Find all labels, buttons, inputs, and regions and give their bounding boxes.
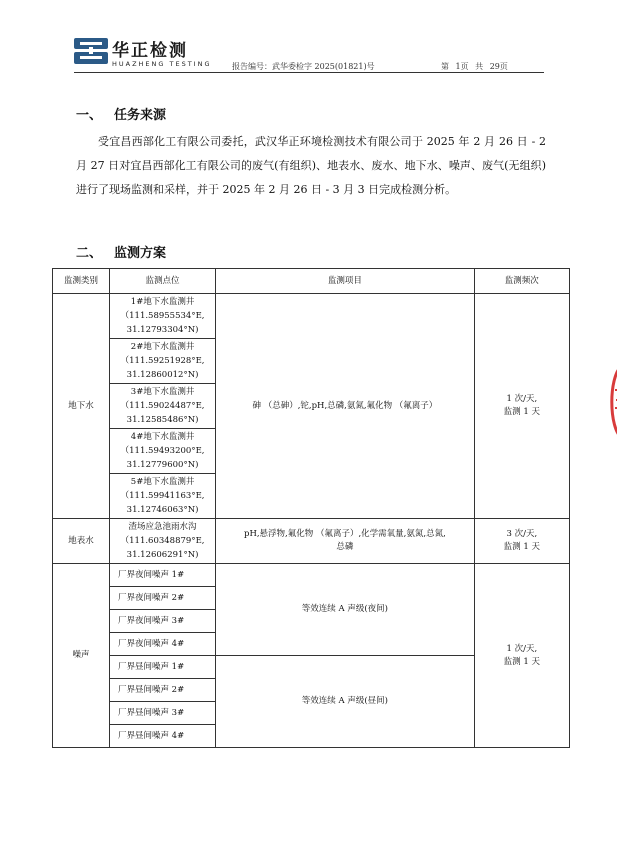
- point-cell: 厂界夜间噪声 2#: [109, 587, 215, 610]
- items-line: 总磷: [336, 542, 354, 552]
- point-cell: 厂界昼间噪声 3#: [109, 702, 215, 725]
- point-cell: [109, 429, 215, 474]
- point-cell: 厂界夜间噪声 1#: [109, 564, 215, 587]
- monitoring-plan-table: [52, 268, 570, 748]
- point-cell: 厂界昼间噪声 1#: [109, 656, 215, 679]
- point-cell: [109, 384, 215, 429]
- section-paragraph: [76, 130, 546, 202]
- category-cell: 地表水: [53, 519, 110, 564]
- category-cell: 噪声: [53, 564, 110, 748]
- frequency-cell: [474, 519, 569, 564]
- company-logo-icon: [74, 38, 108, 64]
- items-cell: 砷 （总砷）,铊,pH,总磷,氨氮,氟化物 （氟离子）: [216, 294, 474, 519]
- point-cell: [109, 294, 215, 339]
- frequency-line: 1 次/天,: [506, 643, 538, 654]
- page-header: [74, 32, 544, 74]
- point-name: 1#地下水监测井: [130, 297, 195, 307]
- section-heading-plan: [76, 242, 166, 261]
- items-cell: 等效连续 A 声级(夜间): [216, 564, 474, 656]
- column-header: 监测项目: [216, 269, 474, 294]
- section-title: 任务来源: [114, 108, 167, 123]
- point-longitude: （111.60348879°E,: [120, 536, 205, 546]
- point-name: 5#地下水监测井: [130, 477, 195, 487]
- point-name: 2#地下水监测井: [130, 342, 195, 352]
- table-header-row: [53, 269, 570, 294]
- items-cell: [216, 519, 474, 564]
- section-title: 监测方案: [114, 246, 167, 261]
- section-number: 一、: [76, 108, 103, 123]
- point-cell: 厂界昼间噪声 4#: [109, 725, 215, 748]
- point-name: 3#地下水监测井: [130, 387, 195, 397]
- header-divider: [74, 72, 544, 73]
- company-name-cn: 华正检测: [112, 41, 188, 61]
- frequency-line: 3 次/天,: [506, 529, 538, 539]
- frequency-line: 监测 1 天: [503, 656, 540, 667]
- seal-fragment-icon: [609, 365, 617, 439]
- category-cell: 地下水: [53, 294, 110, 519]
- column-header: 监测频次: [474, 269, 569, 294]
- frequency-cell: [474, 564, 569, 748]
- frequency-line: 监测 1 天: [503, 407, 540, 417]
- company-name-en: HUAZHENG TESTING: [112, 60, 212, 68]
- point-cell: [109, 519, 215, 564]
- point-latitude: 31.12779600°N): [126, 460, 199, 470]
- section-heading-source: [76, 104, 166, 123]
- point-latitude: 31.12746063°N): [126, 505, 199, 515]
- table-row: [53, 294, 570, 339]
- table-row: [53, 519, 570, 564]
- point-longitude: （111.58955534°E,: [120, 311, 205, 321]
- point-longitude: （111.59024487°E,: [120, 401, 205, 411]
- point-latitude: 31.12585486°N): [126, 415, 199, 425]
- point-cell: 厂界夜间噪声 4#: [109, 633, 215, 656]
- items-cell: 等效连续 A 声级(昼间): [216, 656, 474, 748]
- column-header: 监测点位: [109, 269, 215, 294]
- page-number: 第 1页 共 29页: [441, 62, 508, 71]
- section-number: 二、: [76, 246, 103, 261]
- point-cell: 厂界夜间噪声 3#: [109, 610, 215, 633]
- frequency-line: 监测 1 天: [503, 542, 540, 552]
- report-number: 报告编号：武华委检字 2025(01821)号: [232, 62, 375, 71]
- table-row: [53, 564, 570, 587]
- point-latitude: 31.12793304°N): [126, 325, 199, 335]
- frequency-cell: [474, 294, 569, 519]
- paragraph-text: 受宜昌西部化工有限公司委托，武汉华正环境检测技术有限公司于 2025 年 2 月 26 日 - 2 月 27 日对宜昌西部化工有限公司的废气(有组织)、地表水、废水、地下水、噪声、废气(无组织)进行了现场监测和采样，并于 2025 年 2 月 26 日 - 3 月 3 日完成检测分析。: [76, 135, 546, 196]
- point-name: 渣场应急池雨水沟: [128, 522, 197, 532]
- point-cell: 厂界昼间噪声 2#: [109, 679, 215, 702]
- point-cell: [109, 474, 215, 519]
- point-latitude: 31.12606291°N): [126, 550, 199, 560]
- point-longitude: （111.59493200°E,: [120, 446, 205, 456]
- column-header: 监测类别: [53, 269, 110, 294]
- point-latitude: 31.12860012°N): [126, 370, 199, 380]
- items-line: pH,悬浮物,氟化物 （氟离子）,化学需氧量,氨氮,总氮,: [244, 529, 446, 539]
- point-cell: [109, 339, 215, 384]
- point-longitude: （111.59251928°E,: [120, 356, 205, 366]
- frequency-line: 1 次/天,: [506, 394, 538, 404]
- point-name: 4#地下水监测井: [130, 432, 195, 442]
- point-longitude: （111.59941163°E,: [120, 491, 205, 501]
